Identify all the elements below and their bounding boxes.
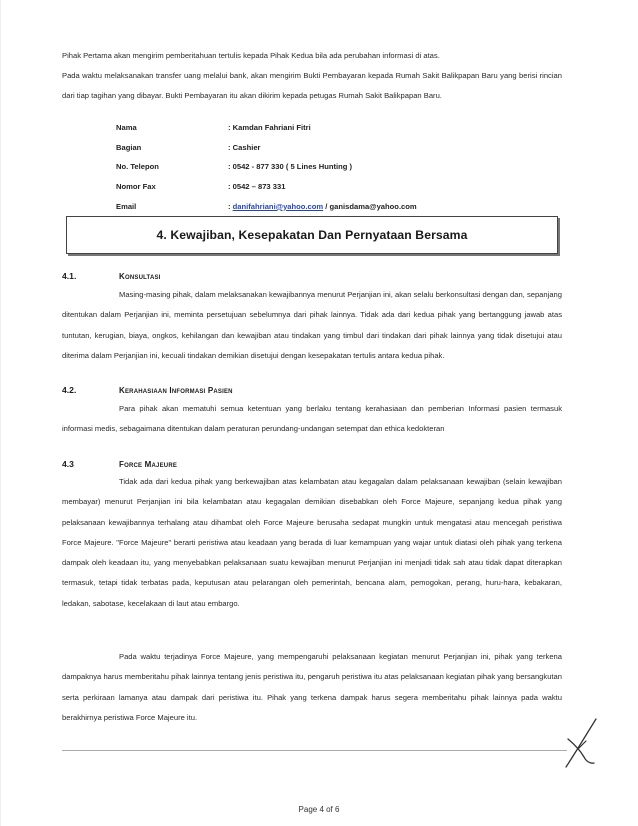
- email-prefix: :: [228, 201, 233, 211]
- contact-value: : Kamdan Fahriani Fitri: [228, 123, 311, 133]
- page-number: Page 4 of 6: [298, 805, 340, 814]
- page-edge: [0, 0, 1, 826]
- section-banner: [66, 216, 558, 254]
- section-body-4-1: Masing-masing pihak, dalam melaksanakan kewajibannya menurut Perjanjian ini, akan selalu berkonsultasi dengan dan, sepanjang ditentukan dalam Perjanjian ini, meminta persetujuan sebelumnya dari pihak lainnya. Tidak ada dari kedua pihak yang bertanggung jawab atas tuntutan, kerugian, biaya, ongkos, kehilangan dan kewajiban atau tindakan yang timbul dari tindakan dari pihak lainnya yang tidak disetujui atau diterima dalam Perjanjian ini, kecuali tindakan demikian disetujui dengan kesepakatan tertulis antara kedua pihak.: [62, 290, 562, 360]
- section-body-4-3-a: Tidak ada dari kedua pihak yang berkewajiban atas kelambatan atau kegagalan dalam pelaksanaan kewajiban (selain kewajiban membayar) menurut Perjanjian ini bila kelambatan atau kegagalan demikian disebabkan oleh Force Majeure, sepanjang kedua pihak yang pelaksanaan kewajibannya terhalang atau dihambat oleh Force Majeure berusaha sedapat mungkin untuk mengatasi atau mencegah peristiwa Force Majeure. "Force Majeure" berarti peristiwa atau keadaan yang berada di luar kemampuan yang wajar untuk diatasi oleh pihak yang terkena dampak oleh keadaan itu, yang menyebabkan pelaksanaan suatu kewajiban menurut Perjanjian ini menjadi tidak sah atau tidak dapat diterapkan termasuk, tetapi tidak terbatas pada, keputusan atau pelarangan oleh pemerintah, bencana alam, pemogokan, perang, huru-hara, kebakaran, ledakan, sabotase, kecelakaan di laut atau embargo.: [62, 477, 562, 608]
- contact-label: Email: [116, 201, 137, 211]
- section-title: Force Majeure: [119, 460, 178, 469]
- section-body-4-2: Para pihak akan mematuhi semua ketentuan yang berlaku tentang kerahasiaan dan pemberian Informasi pasien termasuk informasi medis, sebagaimana ditentukan dalam peraturan perundang-undangan setempat dan ethica kedokteran: [62, 404, 562, 434]
- section-number: 4.1.: [62, 271, 77, 281]
- contact-value: : 0542 - 877 330 ( 5 Lines Hunting ): [228, 162, 353, 172]
- intro-line: Pihak Pertama akan mengirim pemberitahuan tertulis kepada Pihak Kedua bila ada perubahan informasi di atas.: [62, 51, 440, 60]
- contact-value: [228, 202, 536, 211]
- contact-value: : Cashier: [228, 142, 261, 152]
- contact-row-bagian: [116, 138, 536, 158]
- section-number: 4.3: [62, 459, 74, 469]
- section-heading-4-2: [62, 385, 233, 395]
- email-secondary: / ganisdama@yahoo.com: [323, 201, 417, 211]
- section-heading-4-3: [62, 459, 177, 469]
- section-heading-4-1: [62, 271, 161, 281]
- contact-table: [116, 118, 536, 216]
- footer-divider: [62, 750, 567, 751]
- section-title: Kerahasiaan Informasi Pasien: [119, 386, 233, 395]
- contact-row-email: [116, 196, 536, 216]
- contact-row-telepon: [116, 157, 536, 177]
- email-link[interactable]: danifahriani@yahoo.com: [232, 201, 324, 211]
- contact-row-nama: [116, 118, 536, 138]
- section-number: 4.2.: [62, 385, 77, 395]
- banner-title: 4. Kewajiban, Kesepakatan Dan Pernyataan Bersama: [156, 228, 468, 242]
- intro-paragraph: Pada waktu melaksanakan transfer uang melalui bank, akan mengirim Bukti Pembayaran kepada Rumah Sakit Balikpapan Baru yang berisi rincian dari tiap tagihan yang dibayar. Bukti Pembayaran itu akan dikirim kepada petugas Rumah Sakit Balikpapan Baru.: [62, 71, 562, 101]
- contact-value: : 0542 – 873 331: [228, 182, 286, 192]
- section-body-4-3-b: Pada waktu terjadinya Force Majeure, yang mempengaruhi pelaksanaan kegiatan menurut Perjanjian ini, pihak yang terkena dampaknya harus memberitahu pihak lainnya tentang jenis peristiwa itu, pengaruh peristiwa itu atas pelaksanaan kegiatan pihak yang bersangkutan serta perkiraan lamanya atau dampak dari peristiwa itu. Pihak yang terkena dampak harus segera memberitahu pihak lainnya pada waktu berakhirnya peristiwa Force Majeure itu.: [62, 652, 562, 722]
- contact-row-fax: [116, 177, 536, 197]
- contact-label: Nama: [116, 123, 137, 133]
- section-title: Konsultasi: [119, 272, 161, 281]
- contact-label: Nomor Fax: [116, 182, 156, 192]
- handwritten-initial: [560, 717, 602, 773]
- contact-label: No. Telepon: [116, 162, 159, 172]
- contact-label: Bagian: [116, 142, 142, 152]
